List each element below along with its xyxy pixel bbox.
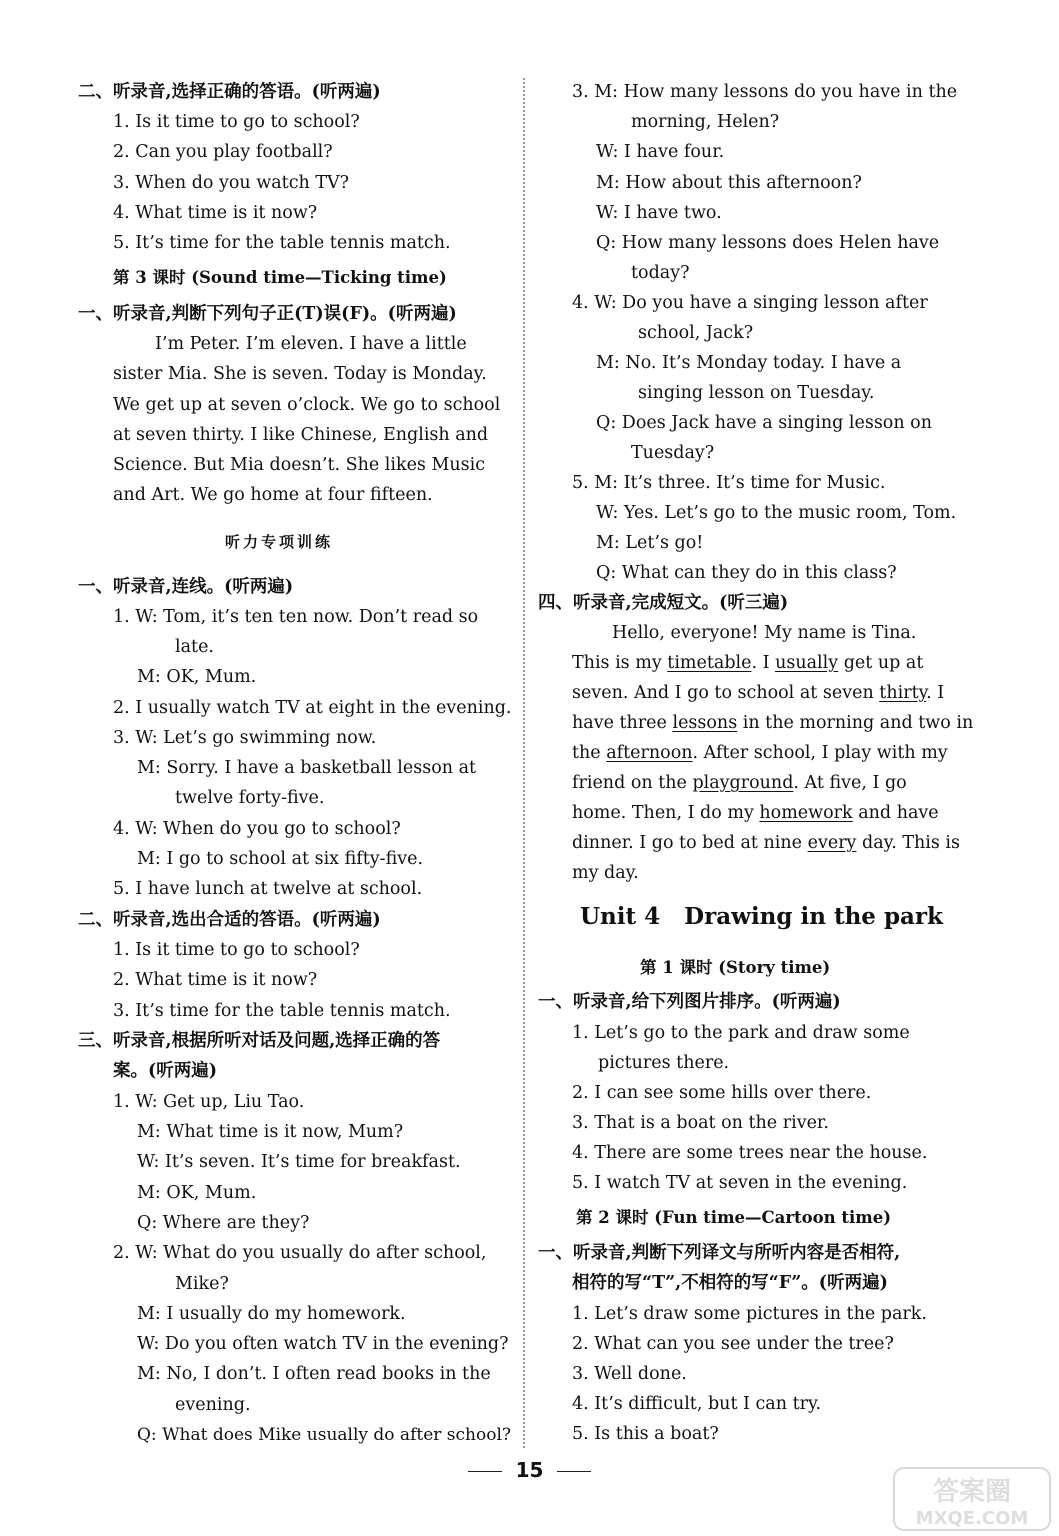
dialogue-line: W: It’s seven. It’s time for breakfast.: [137, 1152, 461, 1172]
watermark-logo: [892, 1466, 1052, 1532]
passage-text: in the morning and two in: [737, 713, 974, 733]
passage-text: . At five, I go: [793, 773, 907, 793]
dialogue-line: W: Do you often watch TV in the evening?: [137, 1334, 509, 1354]
passage-line: and Art. We go home at four fifteen.: [113, 485, 433, 505]
passage-line: [572, 771, 907, 795]
dialogue-line: Q: What does Mike usually do after school?: [137, 1425, 511, 1445]
question-item: 4. What time is it now?: [113, 203, 318, 223]
dialogue-line: 2. I usually watch TV at eight in the evening.: [113, 698, 512, 718]
passage-text: home. Then, I do my: [572, 803, 760, 823]
question-item: 1. Is it time to go to school?: [113, 940, 360, 960]
dialogue-line: W: Yes. Let’s go to the music room, Tom.: [596, 503, 957, 523]
dialogue-line: 2. W: What do you usually do after school,: [113, 1243, 487, 1263]
dialogue-line: morning, Helen?: [631, 112, 780, 132]
passage-text: have three: [572, 713, 673, 733]
answer-blank: playground: [692, 773, 794, 793]
passage-text: get up at: [838, 653, 924, 673]
question-item: 2. What can you see under the tree?: [572, 1334, 894, 1354]
dialogue-line: Q: What can they do in this class?: [596, 563, 897, 583]
answer-blank: every: [807, 833, 857, 853]
passage-text: . I: [926, 683, 945, 703]
page-dash-right: [557, 1471, 591, 1472]
dialogue-line: 4. W: Do you have a singing lesson after: [572, 293, 928, 313]
section-heading-cont: 相符的写“T”,不相符的写“F”。(听两遍): [572, 1273, 888, 1293]
answer-blank: usually: [775, 653, 839, 673]
passage-text: . After school, I play with my: [692, 743, 948, 763]
section-heading: 二、听录音,选择正确的答语。(听两遍): [78, 82, 381, 102]
dialogue-line: M: How about this afternoon?: [596, 173, 862, 193]
practice-title: 听力专项训练: [225, 533, 334, 551]
question-item: 3. Well done.: [572, 1364, 687, 1384]
dialogue-line: Q: How many lessons does Helen have: [596, 233, 940, 253]
dialogue-line: W: I have two.: [596, 203, 722, 223]
passage-line: at seven thirty. I like Chinese, English and: [113, 425, 489, 445]
dialogue-line: M: No. It’s Monday today. I have a: [596, 353, 902, 373]
passage-line: [572, 741, 948, 765]
passage-line: [572, 651, 923, 675]
section-heading-cont: 案。(听两遍): [113, 1061, 218, 1081]
question-item: 3. It’s time for the table tennis match.: [113, 1001, 451, 1021]
lesson-title: 第 1 课时 (Story time): [640, 958, 831, 977]
dialogue-line: twelve forty-five.: [175, 788, 325, 808]
dialogue-line: 4. W: When do you go to school?: [113, 819, 401, 839]
watermark-graphic: [892, 1466, 1052, 1532]
question-item: 5. Is this a boat?: [572, 1424, 719, 1444]
section-heading: 一、听录音,连线。(听两遍): [78, 577, 294, 597]
answer-blank: homework: [759, 803, 853, 823]
section-heading: 一、听录音,给下列图片排序。(听两遍): [538, 992, 841, 1012]
section-heading: 三、听录音,根据所听对话及问题,选择正确的答: [78, 1031, 441, 1051]
dialogue-line: Q: Does Jack have a singing lesson on: [596, 413, 932, 433]
section-heading: 一、听录音,判断下列译文与所听内容是否相符,: [538, 1243, 901, 1263]
dialogue-line: 3. W: Let’s go swimming now.: [113, 728, 377, 748]
passage-text: . I: [751, 653, 776, 673]
passage-text: my day.: [572, 863, 639, 883]
answer-blank: afternoon: [606, 743, 693, 763]
dialogue-line: M: Let’s go!: [596, 533, 704, 553]
dialogue-line: M: Sorry. I have a basketball lesson at: [137, 758, 477, 778]
watermark-text-top: 答案圈: [932, 1477, 1012, 1507]
dialogue-line: 5. I have lunch at twelve at school.: [113, 879, 423, 899]
question-item: 2. I can see some hills over there.: [572, 1083, 872, 1103]
question-item: 5. It’s time for the table tennis match.: [113, 233, 451, 253]
passage-line: [572, 681, 944, 705]
column-divider: [523, 78, 525, 1448]
answer-blank: timetable: [667, 653, 752, 673]
question-item: 3. When do you watch TV?: [113, 173, 350, 193]
dialogue-line: evening.: [175, 1395, 251, 1415]
section-heading: 二、听录音,选出合适的答语。(听两遍): [78, 910, 381, 930]
dialogue-line: M: I go to school at six fifty-five.: [137, 849, 424, 869]
passage-text: dinner. I go to bed at nine: [572, 833, 808, 853]
question-item: 1. Let’s draw some pictures in the park.: [572, 1304, 927, 1324]
passage-text: the: [572, 743, 607, 763]
dialogue-line: 3. M: How many lessons do you have in the: [572, 82, 958, 102]
dialogue-line: Mike?: [175, 1274, 229, 1294]
unit-title: Unit 4 Drawing in the park: [580, 903, 943, 930]
passage-line: [572, 801, 939, 825]
passage-text: friend on the: [572, 773, 693, 793]
question-item: 2. What time is it now?: [113, 970, 318, 990]
passage-text: seven. And I go to school at seven: [572, 683, 880, 703]
dialogue-line: M: No, I don’t. I often read books in the: [137, 1364, 491, 1384]
passage-line: Science. But Mia doesn’t. She likes Music: [113, 455, 486, 475]
section-heading: 四、听录音,完成短文。(听三遍): [538, 593, 789, 613]
passage-text: day. This is: [856, 833, 961, 853]
question-item: pictures there.: [598, 1053, 730, 1073]
question-item: 3. That is a boat on the river.: [572, 1113, 829, 1133]
dialogue-line: school, Jack?: [638, 323, 754, 343]
dialogue-line: Q: Where are they?: [137, 1213, 310, 1233]
dialogue-line: singing lesson on Tuesday.: [638, 383, 875, 403]
answer-blank: thirty: [879, 683, 927, 703]
passage-line: I’m Peter. I’m eleven. I have a little: [155, 334, 467, 354]
passage-text: Hello, everyone! My name is Tina.: [612, 623, 917, 643]
dialogue-line: 5. M: It’s three. It’s time for Music.: [572, 473, 886, 493]
passage-line: sister Mia. She is seven. Today is Monday.: [113, 364, 487, 384]
dialogue-line: W: I have four.: [596, 142, 725, 162]
dialogue-line: today?: [631, 263, 690, 283]
lesson-title: 第 3 课时 (Sound time—Ticking time): [113, 268, 447, 287]
dialogue-line: M: What time is it now, Mum?: [137, 1122, 404, 1142]
question-item: 1. Let’s go to the park and draw some: [572, 1023, 910, 1043]
passage-text: and have: [852, 803, 939, 823]
page-dash-left: [468, 1471, 502, 1472]
dialogue-line: late.: [175, 637, 214, 657]
passage-line: [612, 621, 916, 645]
dialogue-line: 1. W: Get up, Liu Tao.: [113, 1092, 305, 1112]
passage-text: This is my: [572, 653, 668, 673]
dialogue-line: M: I usually do my homework.: [137, 1304, 406, 1324]
passage-line: [572, 831, 960, 855]
passage-line: [572, 861, 639, 885]
question-item: 4. It’s difficult, but I can try.: [572, 1394, 822, 1414]
watermark-text-bottom: MXQE.COM: [915, 1508, 1029, 1529]
dialogue-line: 1. W: Tom, it’s ten ten now. Don’t read so: [113, 607, 479, 627]
question-item: 1. Is it time to go to school?: [113, 112, 360, 132]
question-item: 5. I watch TV at seven in the evening.: [572, 1173, 908, 1193]
question-item: 4. There are some trees near the house.: [572, 1143, 928, 1163]
passage-line: [572, 711, 973, 735]
answer-blank: lessons: [672, 713, 738, 733]
lesson-title: 第 2 课时 (Fun time—Cartoon time): [576, 1208, 892, 1227]
question-item: 2. Can you play football?: [113, 142, 333, 162]
dialogue-line: M: OK, Mum.: [137, 1183, 257, 1203]
passage-line: We get up at seven o’clock. We go to school: [113, 395, 501, 415]
dialogue-line: Tuesday?: [631, 443, 715, 463]
dialogue-line: M: OK, Mum.: [137, 667, 257, 687]
section-heading: 一、听录音,判断下列句子正(T)误(F)。(听两遍): [78, 304, 457, 324]
page-number-text: 15: [515, 1458, 544, 1482]
